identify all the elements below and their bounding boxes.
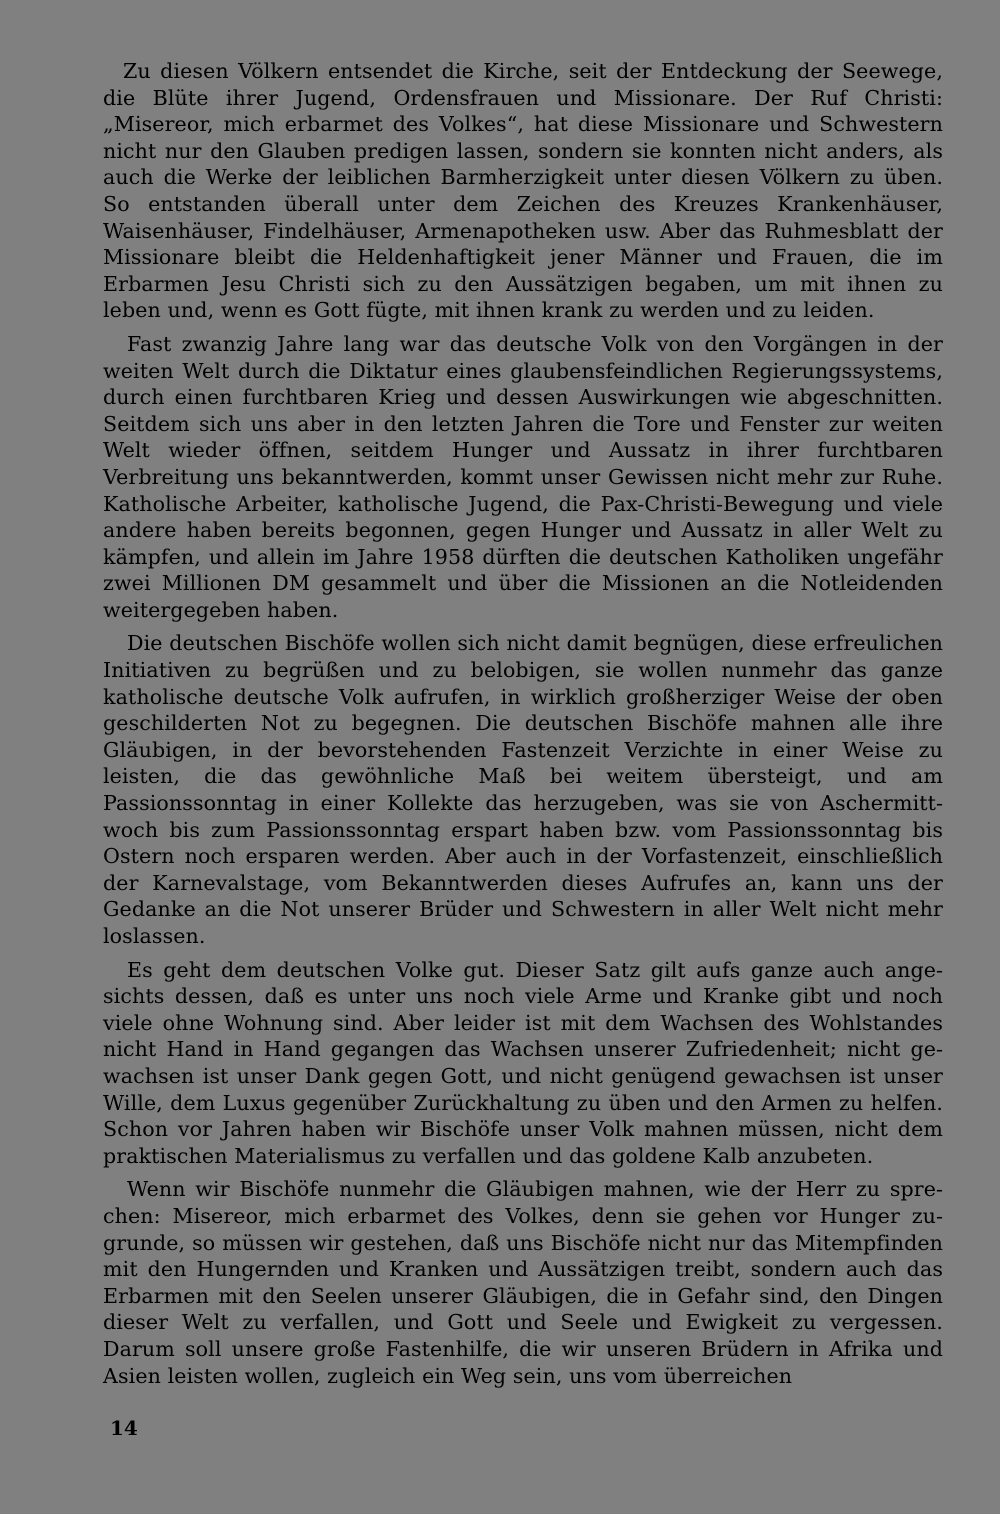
page-body: [103, 58, 943, 1389]
page-number: 14: [110, 1416, 138, 1440]
paragraph-2: Fast zwanzig Jahre lang war das deutsche Volk von den Vorgängen in der weiten Welt durch die Diktatur eines glaubensfeindlichen Regierungssystems, durch einen furchtbaren Krieg und dessen Auswirkungen wie abgeschnitten. Seitdem sich uns aber in den letzten Jahren die Tore und Fenster zur weiten Welt wieder öffnen, seitdem Hunger und Aussatz in ihrer furchtbaren Verbreitung uns bekanntwerden, kommt unser Gewissen nicht mehr zur Ruhe. Katholische Arbeiter, katholische Jugend, die Pax-Christi-Bewegung und viele andere haben bereits begonnen, gegen Hunger und Aussatz in aller Welt zu kämpfen, und allein im Jahre 1958 dürften die deutschen Katholiken ungefähr zwei Millionen DM gesammelt und über die Missionen an die Notleidenden weitergegeben haben.: [103, 331, 943, 622]
paragraph-3: Die deutschen Bischöfe wollen sich nicht damit begnügen, diese erfreulichen Initiativen zu begrüßen und zu belobigen, sie wollen nunmehr das ganze katholische deutsche Volk aufrufen, in wirklich großherziger Weise der oben geschilderten Not zu begegnen. Die deutschen Bischöfe mahnen alle ihre Gläubigen, in der bevorstehenden Fastenzeit Verzichte in einer Weise zu leisten, die das gewöhnliche Maß bei weitem übersteigt, und am Passionssonntag in einer Kollekte das herzugeben, was sie von Aschermittwoch bis zum Passionssonntag erspart haben bzw. vom Passionssonntag bis Ostern noch ersparen werden. Aber auch in der Vorfastenzeit, einschließlich der Karnevalstage, vom Bekanntwerden dieses Aufrufes an, kann uns der Gedanke an die Not unserer Brüder und Schwestern in aller Welt nicht mehr loslassen.: [103, 631, 943, 948]
paragraph-4: Es geht dem deutschen Volke gut. Dieser Satz gilt aufs ganze auch angesichts dessen, daß es unter uns noch viele Arme und Kranke gibt und noch viele ohne Wohnung sind. Aber leider ist mit dem Wachsen des Wohlstandes nicht Hand in Hand gegangen das Wachsen unserer Zufriedenheit; nicht gewachsen ist unser Dank gegen Gott, und nicht genügend gewachsen ist unser Wille, dem Luxus gegenüber Zurückhaltung zu üben und den Armen zu helfen. Schon vor Jahren haben wir Bischöfe unser Volk mahnen müssen, nicht dem praktischen Materialismus zu verfallen und das goldene Kalb anzubeten.: [103, 957, 943, 1168]
paragraph-5: Wenn wir Bischöfe nunmehr die Gläubigen mahnen, wie der Herr zu sprechen: Misereor, mich erbarmet des Volkes, denn sie gehen vor Hunger zugrunde, so müssen wir gestehen, daß uns Bischöfe nicht nur das Mitempfinden mit den Hungernden und Kranken und Aussätzigen treibt, sondern auch das Erbarmen mit den Seelen unserer Gläubigen, die in Gefahr sind, den Dingen dieser Welt zu verfallen, und Gott und Seele und Ewigkeit zu vergessen. Darum soll unsere große Fastenhilfe, die wir unseren Brüdern in Afrika und Asien leisten wollen, zugleich ein Weg sein, uns vom überreichen: [103, 1177, 943, 1388]
paragraph-1: Zu diesen Völkern entsendet die Kirche, seit der Entdeckung der Seewege, die Blüte ihrer Jugend, Ordensfrauen und Missionare. Der Ruf Christi: „Misereor, mich erbarmet des Volkes“, hat diese Missionare und Schwestern nicht nur den Glauben predigen lassen, sondern sie konnten nicht anders, als auch die Werke der leiblichen Barmherzigkeit unter diesen Völkern zu üben. So entstanden überall unter dem Zeichen des Kreuzes Krankenhäuser, Waisenhäuser, Findelhäuser, Armenapotheken usw. Aber das Ruhmesblatt der Missionare bleibt die Heldenhaftigkeit jener Männer und Frauen, die im Erbarmen Jesu Christi sich zu den Aussätzigen begaben, um mit ihnen zu leben und, wenn es Gott fügte, mit ihnen krank zu werden und zu leiden.: [103, 59, 943, 323]
